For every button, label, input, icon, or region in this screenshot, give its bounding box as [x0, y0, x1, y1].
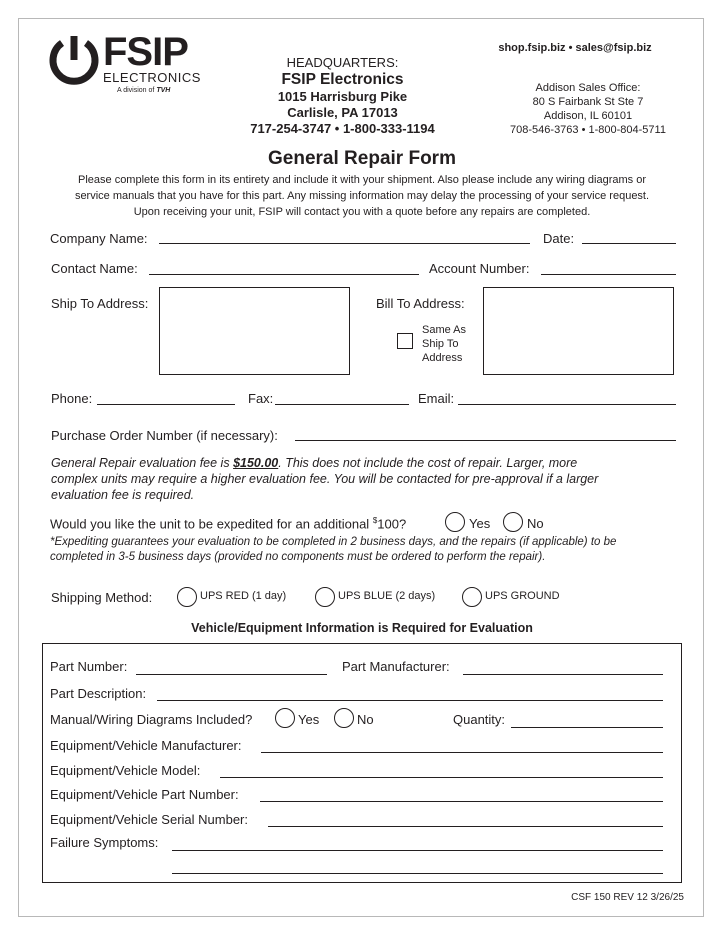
fax-field[interactable]	[275, 404, 409, 405]
expedite-no-label: No	[527, 516, 544, 531]
addison-block	[488, 81, 688, 137]
part-manufacturer-label: Part Manufacturer:	[342, 659, 450, 674]
ship-to-label: Ship To Address:	[51, 296, 149, 311]
expedite-note-2: completed in 3-5 business days (provided no components must be ordered to perform the repair).	[50, 551, 546, 563]
part-number-label: Part Number:	[50, 659, 128, 674]
failure-symptoms-label: Failure Symptoms:	[50, 835, 159, 850]
email-label: Email:	[418, 391, 455, 406]
ups-ground-radio[interactable]	[462, 587, 482, 607]
bill-to-label: Bill To Address:	[376, 296, 465, 311]
equip-model-field[interactable]	[220, 777, 663, 778]
phone-field[interactable]	[97, 404, 235, 405]
account-number-field[interactable]	[541, 274, 676, 275]
equip-serial-field[interactable]	[268, 826, 663, 827]
equip-model-label: Equipment/Vehicle Model:	[50, 763, 201, 778]
fee-line-2: complex units may require a higher evaluation fee. You will be contacted for pre-approval if a larger	[51, 472, 599, 486]
part-manufacturer-field[interactable]	[463, 674, 663, 675]
equip-part-number-field[interactable]	[260, 801, 663, 802]
quantity-label: Quantity:	[453, 712, 506, 727]
intro-line-2: service manuals that you have for this part. Any missing information may delay the processing of your service request.	[74, 190, 650, 202]
intro-line-1: Please complete this form in its entirety and include it with your shipment. Also please include any wiring diagrams or	[78, 174, 646, 186]
hq-label: HEADQUARTERS:	[286, 55, 399, 70]
part-number-field[interactable]	[136, 674, 327, 675]
date-label: Date:	[543, 231, 575, 246]
phone-label: Phone:	[51, 391, 93, 406]
same-as-line-1: Same As	[422, 324, 467, 336]
equip-serial-label: Equipment/Vehicle Serial Number:	[50, 812, 248, 827]
ups-blue-radio[interactable]	[315, 587, 335, 607]
addison-city: Addison, IL 60101	[543, 110, 633, 122]
manual-included-label: Manual/Wiring Diagrams Included?	[50, 712, 253, 727]
expedite-note-1: *Expediting guarantees your evaluation to be completed in 2 business days, and the repairs (if applicable) to be	[50, 536, 617, 548]
fee-line-3: evaluation fee is required.	[51, 488, 195, 502]
part-description-label: Part Description:	[50, 686, 147, 701]
expedite-no-radio[interactable]	[503, 512, 523, 532]
expedite-yes-radio[interactable]	[445, 512, 465, 532]
expedite-amount: 100?	[377, 516, 407, 532]
part-description-field[interactable]	[157, 700, 663, 701]
email-field[interactable]	[458, 404, 676, 405]
contact-name-label: Contact Name:	[51, 261, 138, 276]
power-icon	[45, 34, 105, 88]
quantity-field[interactable]	[511, 727, 663, 728]
ship-to-address-box[interactable]	[159, 287, 350, 375]
fee-line-1-pre: General Repair evaluation fee is	[51, 456, 234, 470]
evaluation-fee-note	[51, 455, 676, 503]
headquarters-block	[230, 55, 455, 137]
fax-label: Fax:	[248, 391, 274, 406]
equip-part-number-label: Equipment/Vehicle Part Number:	[50, 787, 239, 802]
addison-phones: 708-546-3763 • 1-800-804-5711	[510, 124, 666, 136]
shipping-method-label: Shipping Method:	[51, 590, 153, 605]
form-intro	[48, 172, 676, 220]
same-as-line-2: Ship To	[422, 338, 459, 350]
ups-red-label: UPS RED (1 day)	[200, 590, 287, 602]
expedite-question	[50, 516, 406, 531]
division-prefix: A division of	[117, 87, 155, 94]
expedite-pre: Would you like the unit to be expedited for an additional	[50, 516, 373, 532]
hq-phones: 717-254-3747 • 1-800-333-1194	[250, 121, 435, 136]
hq-city: Carlisle, PA 17013	[287, 105, 398, 120]
expedite-note	[50, 535, 680, 565]
intro-line-3: Upon receiving your unit, FSIP will contact you with a quote before any repairs are completed.	[133, 206, 591, 218]
hq-street: 1015 Harrisburg Pike	[277, 89, 408, 104]
failure-symptoms-field-2[interactable]	[172, 873, 663, 874]
equip-manufacturer-label: Equipment/Vehicle Manufacturer:	[50, 738, 242, 753]
po-number-label: Purchase Order Number (if necessary):	[51, 428, 278, 443]
logo-word: FSIP	[103, 30, 188, 74]
fsip-logo	[45, 30, 205, 104]
logo-sub: ELECTRONICS	[103, 70, 201, 85]
date-field[interactable]	[582, 243, 676, 244]
ups-blue-label: UPS BLUE (2 days)	[338, 590, 436, 602]
bill-to-address-box[interactable]	[483, 287, 674, 375]
company-name-field[interactable]	[159, 243, 530, 244]
same-as-label	[422, 323, 466, 365]
form-title: General Repair Form	[268, 148, 456, 169]
expedite-currency: $	[372, 516, 378, 525]
addison-label: Addison Sales Office:	[535, 82, 641, 94]
company-name-label: Company Name:	[50, 231, 148, 246]
web-email-link[interactable]: shop.fsip.biz • sales@fsip.biz	[498, 42, 652, 54]
hq-name: FSIP Electronics	[281, 71, 404, 88]
ups-ground-label: UPS GROUND	[485, 590, 560, 602]
expedite-yes-label: Yes	[469, 516, 491, 531]
manual-yes-label: Yes	[298, 712, 320, 727]
failure-symptoms-field-1[interactable]	[172, 850, 663, 851]
manual-no-radio[interactable]	[334, 708, 354, 728]
addison-street: 80 S Fairbank St Ste 7	[532, 96, 644, 108]
manual-yes-radio[interactable]	[275, 708, 295, 728]
same-as-ship-to-checkbox[interactable]	[397, 333, 413, 349]
form-code: CSF 150 REV 12 3/26/25	[571, 892, 684, 903]
equip-manufacturer-field[interactable]	[261, 752, 663, 753]
fee-line-1-post: . This does not include the cost of repair. Larger, more	[278, 456, 578, 470]
manual-no-label: No	[357, 712, 374, 727]
fee-amount: $150.00	[233, 456, 279, 470]
ups-red-radio[interactable]	[177, 587, 197, 607]
account-number-label: Account Number:	[429, 261, 530, 276]
contact-name-field[interactable]	[149, 274, 419, 275]
po-number-field[interactable]	[295, 440, 676, 441]
vehicle-section-title: Vehicle/Equipment Information is Required for Evaluation	[191, 621, 533, 635]
division-brand: TVH	[156, 87, 171, 94]
same-as-line-3: Address	[422, 352, 463, 364]
